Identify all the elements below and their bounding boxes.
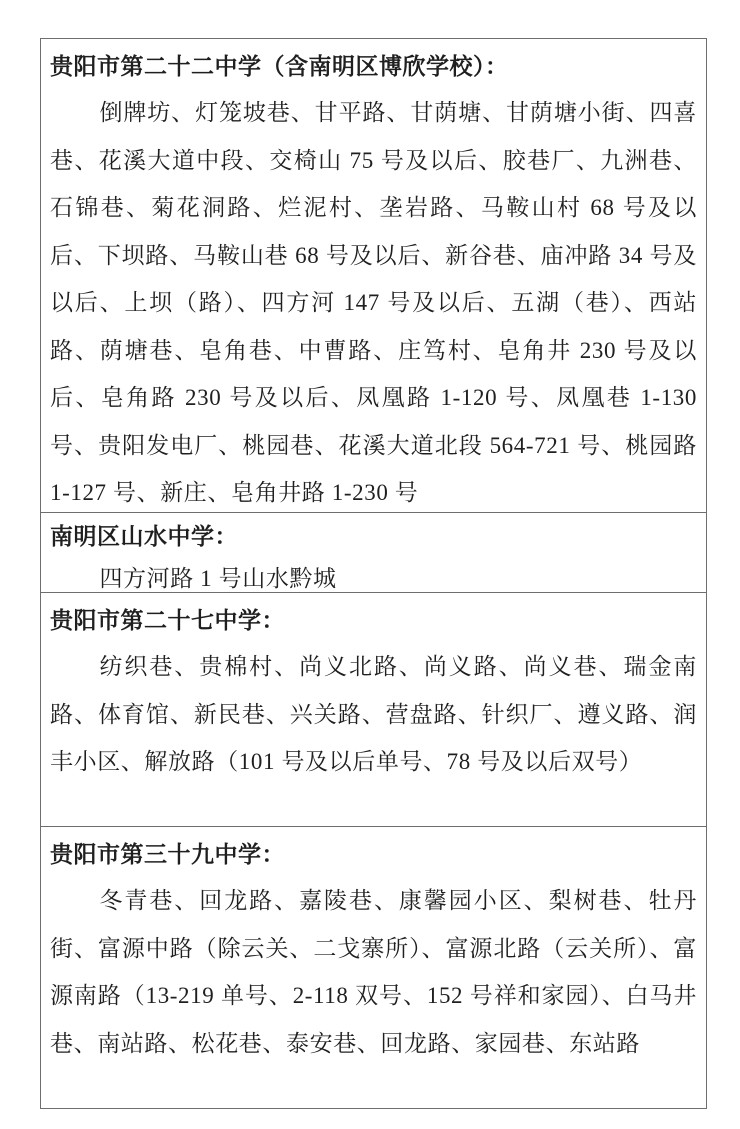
street-list: 倒牌坊、灯笼坡巷、甘平路、甘荫塘、甘荫塘小街、四喜巷、花溪大道中段、交椅山 75 号及以后、胶巷厂、九洲巷、石锦巷、菊花洞路、烂泥村、垄岩路、马鞍山村 68 号及以后、下坝路、马鞍山巷 68 号及以后、新谷巷、庙冲路 34 号及以后、上坝（路）、四方河 147 号及以后、五湖（巷）、西站路、荫塘巷、皂角巷、中曹路、庄笃村、皂角井 230 号及以后、皂角路 230 号及以后、凤凰路 1-120 号、凤凰巷 1-130 号、贵阳发电厂、桃园巷、花溪大道北段 564-721 号、桃园路 1-127 号、新庄、皂角井路 1-230 号 (50, 100, 697, 505)
street-list: 冬青巷、回龙路、嘉陵巷、康馨园小区、梨树巷、牡丹街、富源中路（除云关、二戈寨所）、富源北路（云关所）、富源南路（13-219 单号、2-118 双号、152 号祥和家园）、白马井巷、南站路、松花巷、泰安巷、回龙路、家园巷、东站路 (50, 888, 697, 1056)
street-list: 四方河路 1 号山水黔城 (99, 566, 337, 591)
school-name: 贵阳市第二十二中学（含南明区博欣学校）： (50, 54, 509, 79)
school-section (41, 593, 706, 827)
school-section (41, 827, 706, 1108)
school-name: 贵阳市第三十九中学： (50, 842, 285, 867)
school-section (41, 513, 706, 593)
street-list: 纺织巷、贵棉村、尚义北路、尚义路、尚义巷、瑞金南路、体育馆、新民巷、兴关路、营盘路、针织厂、遵义路、润丰小区、解放路（101 号及以后单号、78 号及以后双号） (50, 654, 697, 774)
school-name: 南明区山水中学： (50, 524, 238, 549)
school-section (41, 39, 706, 513)
school-zone-table (40, 38, 707, 1109)
school-name: 贵阳市第二十七中学： (50, 608, 285, 633)
